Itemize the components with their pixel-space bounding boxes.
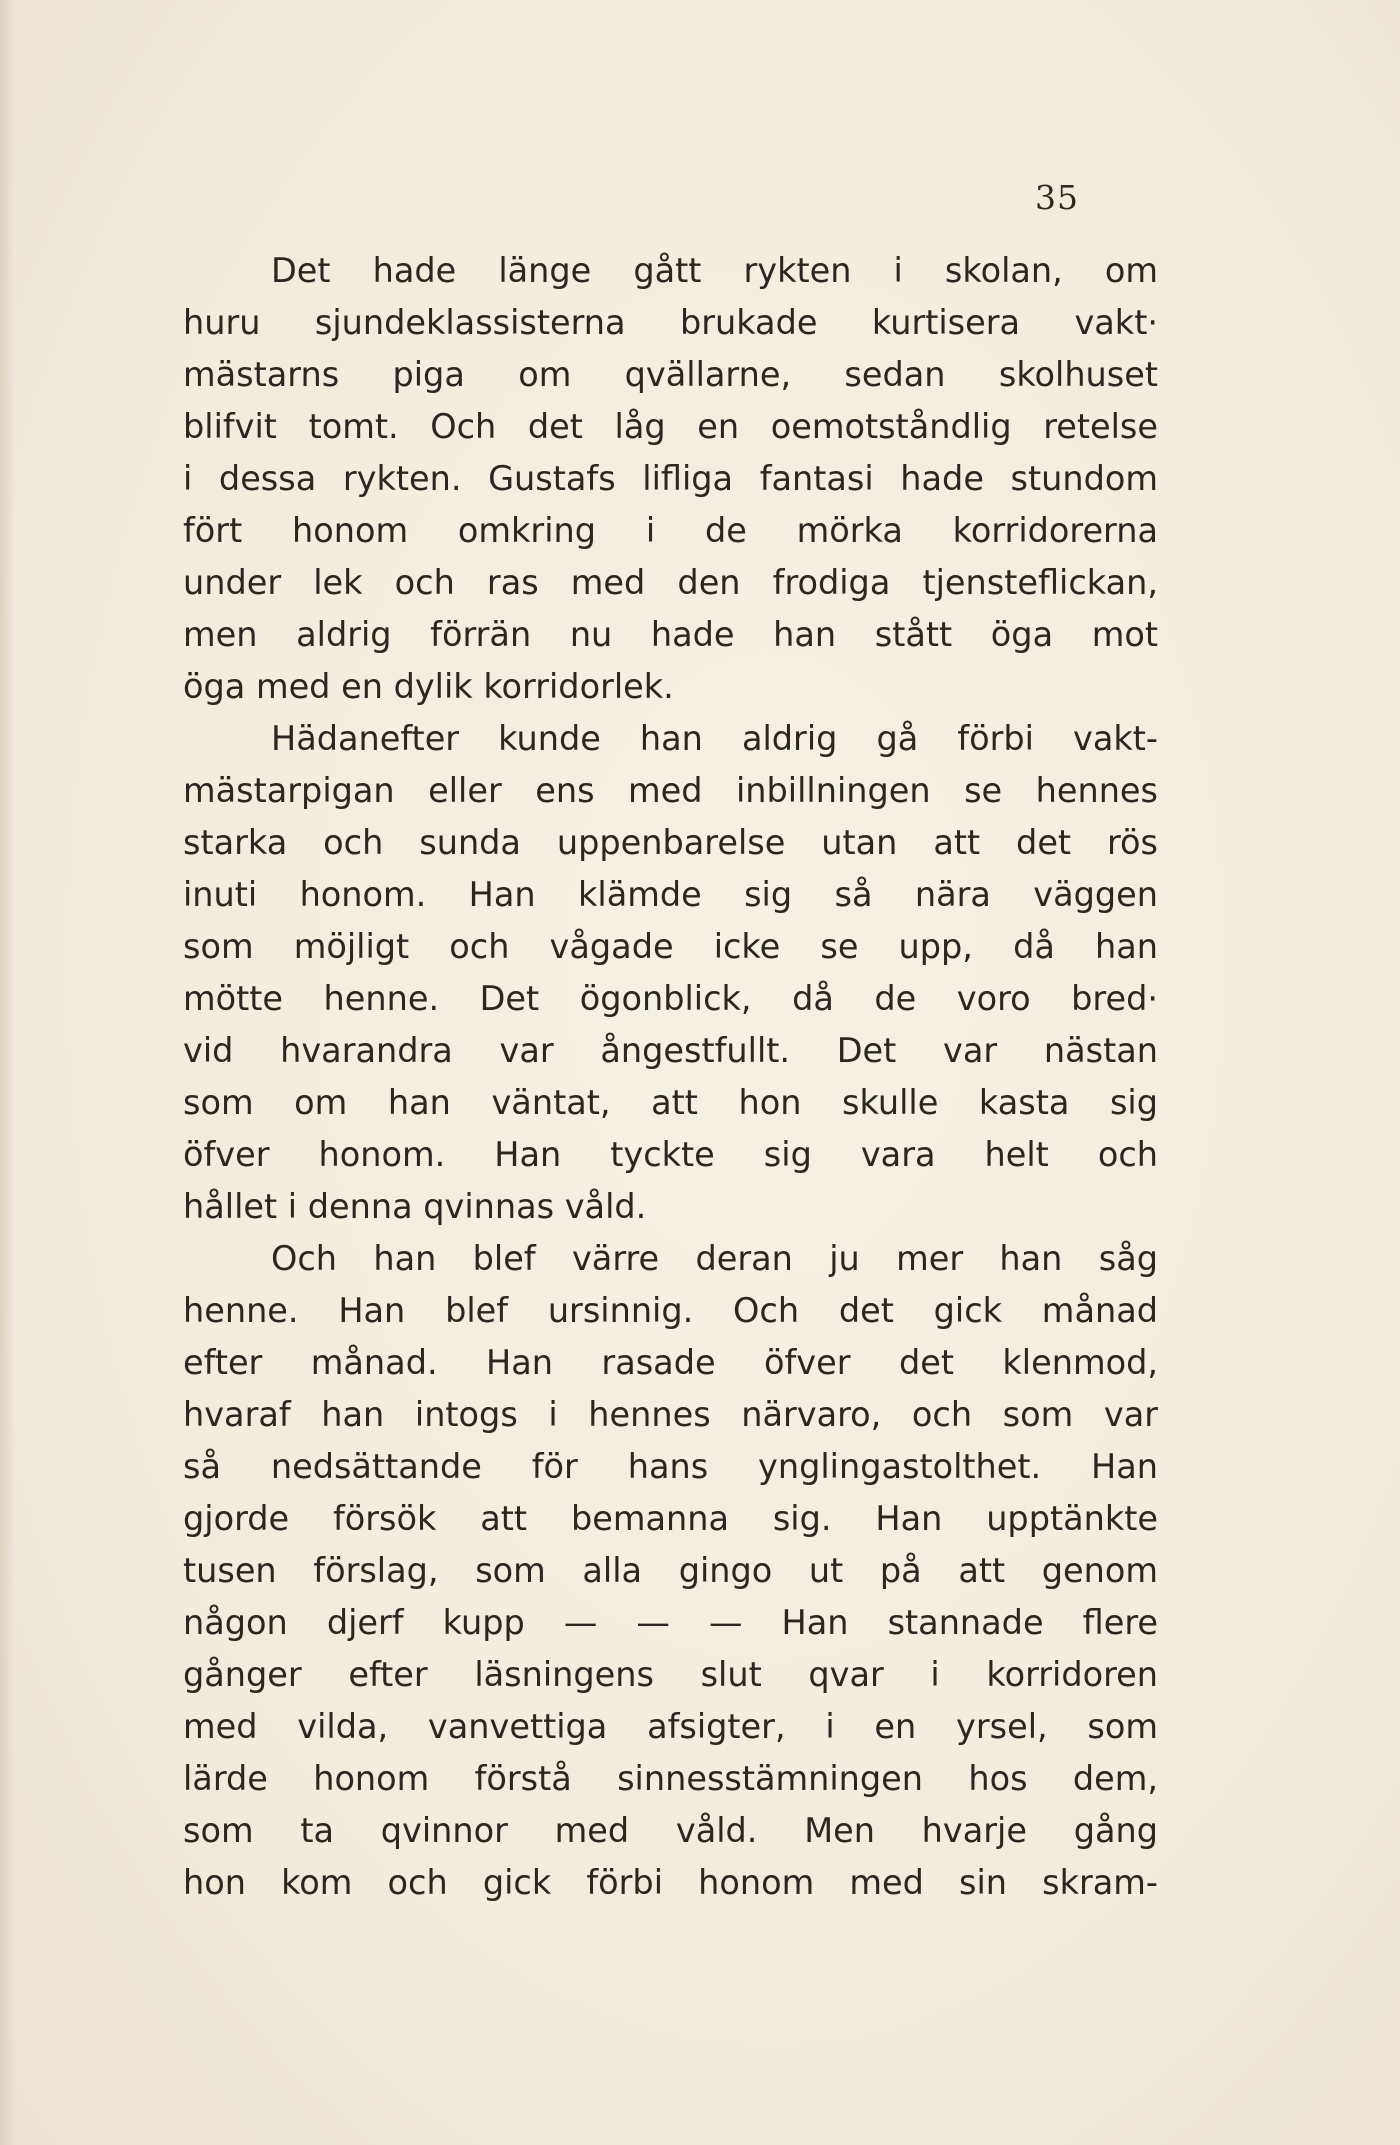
text-line: med vilda, vanvettiga afsigter, i en yrsel, som bbox=[183, 1707, 1158, 1746]
text-line: huru sjundeklassisterna brukade kurtisera vakt· bbox=[183, 303, 1158, 342]
text-line: öfver honom. Han tyckte sig vara helt och bbox=[183, 1135, 1158, 1174]
text-line: gånger efter läsningens slut qvar i korridoren bbox=[183, 1655, 1158, 1694]
page-edge-shadow bbox=[0, 0, 16, 2145]
text-line: starka och sunda uppenbarelse utan att det rös bbox=[183, 823, 1158, 862]
body-text bbox=[183, 245, 1158, 1909]
text-line: tusen förslag, som alla gingo ut på att genom bbox=[183, 1551, 1158, 1590]
text-line: i dessa rykten. Gustafs lifliga fantasi hade stundom bbox=[183, 459, 1158, 498]
text-line: men aldrig förrän nu hade han stått öga mot bbox=[183, 615, 1158, 654]
text-line: Och han blef värre deran ju mer han såg bbox=[271, 1239, 1158, 1278]
text-line: som möjligt och vågade icke se upp, då han bbox=[183, 927, 1158, 966]
text-line: någon djerf kupp — — — Han stannade flere bbox=[183, 1603, 1158, 1642]
text-line: inuti honom. Han klämde sig så nära väggen bbox=[183, 875, 1158, 914]
text-line: fört honom omkring i de mörka korridorerna bbox=[183, 511, 1158, 550]
text-line: hon kom och gick förbi honom med sin skram- bbox=[183, 1863, 1158, 1902]
text-line: så nedsättande för hans ynglingastolthet. Han bbox=[183, 1447, 1158, 1486]
text-line: som ta qvinnor med våld. Men hvarje gång bbox=[183, 1811, 1158, 1850]
page-number: 35 bbox=[1035, 178, 1079, 217]
text-line: vid hvarandra var ångestfullt. Det var nästan bbox=[183, 1031, 1158, 1070]
text-line: mästarpigan eller ens med inbillningen se hennes bbox=[183, 771, 1158, 810]
text-line: under lek och ras med den frodiga tjensteflickan, bbox=[183, 563, 1158, 602]
text-line: som om han väntat, att hon skulle kasta sig bbox=[183, 1083, 1158, 1122]
text-line: hvaraf han intogs i hennes närvaro, och som var bbox=[183, 1395, 1158, 1434]
text-line: gjorde försök att bemanna sig. Han upptänkte bbox=[183, 1499, 1158, 1538]
text-line: lärde honom förstå sinnesstämningen hos dem, bbox=[183, 1759, 1158, 1798]
text-line: henne. Han blef ursinnig. Och det gick månad bbox=[183, 1291, 1158, 1330]
text-line: Hädanefter kunde han aldrig gå förbi vakt- bbox=[271, 719, 1158, 758]
text-line: efter månad. Han rasade öfver det klenmod, bbox=[183, 1343, 1158, 1382]
text-line: mästarns piga om qvällarne, sedan skolhuset bbox=[183, 355, 1158, 394]
text-line: hållet i denna qvinnas våld. bbox=[183, 1187, 647, 1226]
text-line: blifvit tomt. Och det låg en oemotståndlig retelse bbox=[183, 407, 1158, 446]
text-line: mötte henne. Det ögonblick, då de voro bred· bbox=[183, 979, 1158, 1018]
text-line: öga med en dylik korridorlek. bbox=[183, 667, 674, 706]
text-line: Det hade länge gått rykten i skolan, om bbox=[271, 251, 1158, 290]
